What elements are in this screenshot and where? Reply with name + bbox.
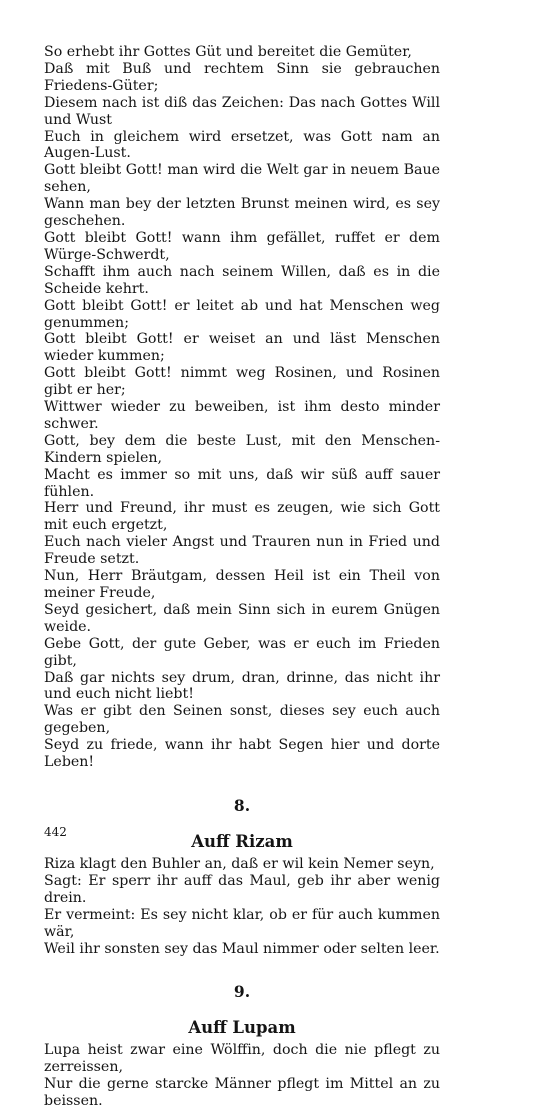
poem-line: Gott bleibt Gott! er leitet ab und hat Menschen weg genummen; [44, 297, 440, 331]
poem-line: Euch nach vieler Angst und Trauren nun in Fried und Freude setzt. [44, 534, 440, 568]
poem-line: Gott bleibt Gott! nimmt weg Rosinen, und Rosinen gibt er her; [44, 365, 440, 399]
poem-line: Gott bleibt Gott! er weiset an und läst Menschen wieder kummen; [44, 331, 440, 365]
section-number: 9. [233, 982, 251, 1002]
epigram-text [44, 856, 440, 957]
poem-line: Wann man bey der letzten Brunst meinen wird, es sey geschehen. [44, 196, 440, 230]
poem-line: Weil ihr sonsten sey das Maul nimmer oder selten leer. [44, 940, 440, 957]
section-number: 8. [233, 795, 251, 815]
poem-line: Schafft ihm auch nach seinem Willen, daß es in die Scheide kehrt. [44, 263, 440, 297]
opening-poem [44, 44, 440, 771]
section-title: Auff Rizam [191, 831, 293, 851]
poem-line: Er vermeint: Es sey nicht klar, ob er für auch kummen wär, [44, 906, 440, 940]
poem-line: Nun, Herr Bräutgam, dessen Heil ist ein Theil von meiner Freude, [44, 568, 440, 601]
poem-line: Gott, bey dem die beste Lust, mit den Menschen-Kindern spielen, [44, 432, 440, 466]
poem-line: Daß gar nichts sey drum, dran, drinne, das nicht ihr und euch nicht liebt! [44, 669, 440, 703]
poem-line: Was er gibt den Seinen sonst, dieses sey euch auch gegeben, [44, 703, 440, 737]
poem-line: Seyd zu friede, wann ihr habt Segen hier und dorte Leben! [44, 737, 440, 771]
poem-line: Wittwer wieder zu beweiben, ist ihm desto minder schwer. [44, 399, 440, 432]
poem-line: Euch in gleichem wird ersetzet, was Gott nam an Augen-Lust. [44, 128, 440, 162]
epigram-section-9 [44, 983, 440, 1110]
poem-line: Gott bleibt Gott! man wird die Welt gar in neuem Baue sehen, [44, 162, 440, 196]
epigram-text [44, 1042, 440, 1110]
page-number: 442 [44, 825, 67, 839]
poem-line: Gott bleibt Gott! wann ihm gefället, ruffet er dem Würge-Schwerdt, [44, 229, 440, 263]
poem-line: Riza klagt den Buhler an, daß er wil kein Nemer seyn, [44, 855, 435, 872]
poem-line: Daß mit Buß und rechtem Sinn sie gebrauchen Friedens-Güter; [44, 60, 440, 94]
poem-line: Nur die gerne starcke Männer pflegt im Mittel an zu beissen. [44, 1076, 440, 1110]
poem-line: So erhebt ihr Gottes Güt und bereitet die Gemüter, [44, 44, 412, 60]
section-title: Auff Lupam [188, 1018, 296, 1038]
poem-line: Macht es immer so mit uns, daß wir süß auff sauer fühlen. [44, 466, 440, 500]
poem-line: Seyd gesichert, daß mein Sinn sich in eurem Gnügen weide. [44, 601, 440, 635]
poem-line: Herr und Freund, ihr must es zeugen, wie sich Gott mit euch ergetzt, [44, 500, 440, 534]
book-page [44, 44, 440, 1110]
poem-line: Diesem nach ist diß das Zeichen: Das nach Gottes Will und Wust [44, 94, 440, 128]
epigram-section-8 [44, 797, 440, 957]
poem-line: Sagt: Er sperr ihr auff das Maul, geb ihr aber wenig drein. [44, 872, 440, 906]
poem-line: Gebe Gott, der gute Geber, was er euch im Frieden gibt, [44, 635, 440, 669]
poem-line: Lupa heist zwar eine Wölffin, doch die nie pflegt zu zerreissen, [44, 1042, 440, 1076]
